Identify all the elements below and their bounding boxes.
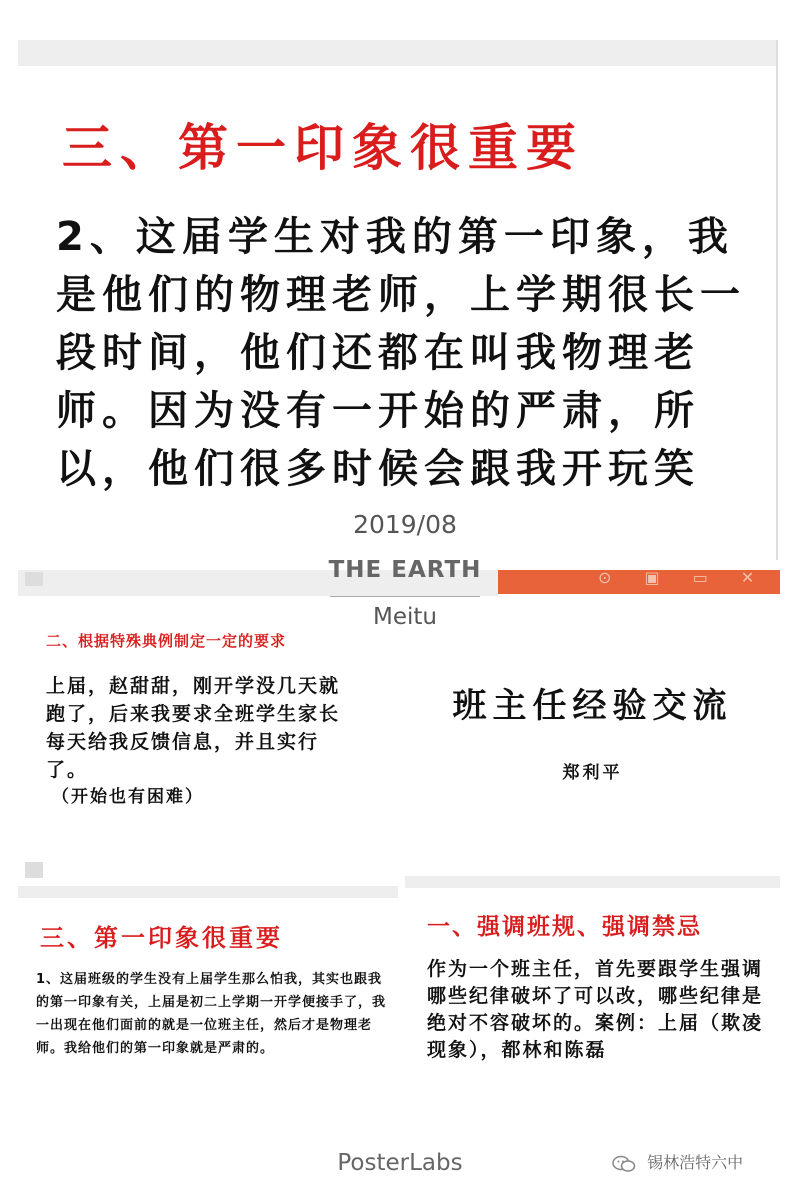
footer-brand: PosterLabs (337, 1150, 463, 1176)
middle-right-slide (405, 596, 780, 866)
slide-header-bar (405, 876, 780, 888)
bottom-left-slide (18, 898, 393, 1128)
middle-right-slide-title: 班主任经验交流 (452, 686, 733, 726)
slide-thumbnail-marker (25, 862, 43, 878)
slide-edge (776, 40, 778, 560)
middle-left-slide-note: （开始也有困难） (52, 787, 204, 807)
watermark-app: Meitu (373, 604, 437, 630)
bottom-right-slide (405, 888, 780, 1128)
slide-thumbnail-marker (25, 572, 43, 586)
bottom-left-slide-title: 三、第一印象很重要 (40, 924, 283, 952)
middle-right-slide-author: 郑利平 (562, 763, 623, 783)
watermark-divider (330, 596, 480, 597)
watermark-date: 2019/08 (353, 510, 457, 539)
watermark-title: THE EARTH (328, 557, 482, 583)
footer-wechat-account (612, 1150, 743, 1173)
wechat-account-name: 锡林浩特六中 (647, 1153, 744, 1172)
bottom-left-slide-body: 1、这届班级的学生没有上届学生那么怕我，其实也跟我的第一印象有关，上届是初二上学期一开学便接手了，我一出现在他们面前的就是一位班主任，然后才是物理老师。我给他们的第一印象就是严肃的。 (36, 972, 387, 1056)
slide-header-bar (18, 886, 398, 898)
bottom-right-slide-title: 一、强调班规、强调禁忌 (427, 914, 702, 940)
bottom-right-slide-body: 作为一个班主任，首先要跟学生强调哪些纪律破坏了可以改，哪些纪律是绝对不容破坏的。案例：上届（欺凌现象），都林和陈磊 (427, 958, 764, 1061)
middle-left-slide-title: 二、根据特殊典例制定一定的要求 (46, 632, 287, 650)
wechat-icon (612, 1155, 636, 1173)
middle-left-slide (18, 600, 358, 840)
middle-left-slide-body: 上届，赵甜甜，刚开学没几天就跑了，后来我要求全班学生家长每天给我反馈信息，并且实行了。 (46, 675, 341, 781)
slide-header-bar (18, 40, 778, 66)
top-slide-title: 三、第一印象很重要 (62, 119, 584, 177)
window-controls[interactable]: ⊙ ▣ ▭ ✕ (598, 568, 769, 587)
top-slide-body: 2、这届学生对我的第一印象，我是他们的物理老师，上学期很长一段时间，他们还都在叫我物理老师。因为没有一开始的严肃，所以，他们很多时候会跟我开玩笑 (56, 214, 746, 492)
top-slide (18, 40, 778, 560)
